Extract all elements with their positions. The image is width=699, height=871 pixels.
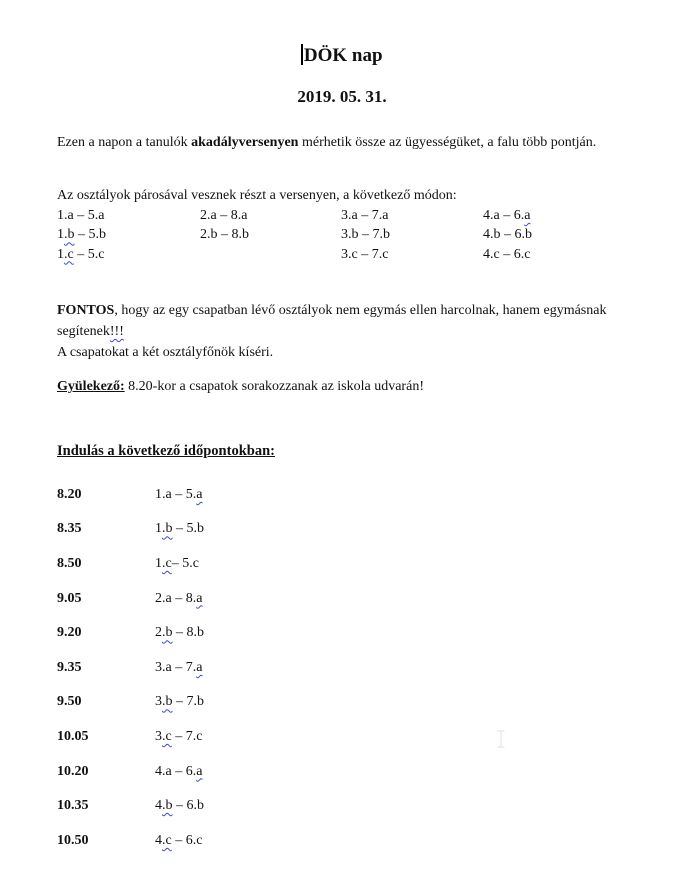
text-segment: 3.a – 7.a: [341, 208, 389, 223]
schedule-time: 10.05: [57, 729, 89, 745]
important-text: , hogy az egy csapatban lévő osztályok nem egymás ellen harcolnak, hanem egymásnak segítenek: [57, 302, 607, 339]
schedule-heading: Indulás a következő időpontokban:: [57, 442, 275, 459]
text-segment: 2.a – 8.a: [200, 208, 248, 223]
assembly-line: [57, 376, 627, 397]
spellcheck-flagged-text: a: [196, 659, 203, 675]
text-segment: – 5.b: [74, 227, 106, 243]
text-segment: 3: [155, 694, 162, 710]
text-segment: – 8.b: [172, 625, 204, 641]
important-paragraph: [57, 300, 627, 342]
schedule-time: 9.50: [57, 694, 82, 710]
text-segment: – 5.c: [73, 246, 105, 262]
schedule-time: 9.35: [57, 659, 82, 675]
text-segment: 2: [155, 625, 162, 641]
spellcheck-flagged-text: a: [196, 763, 203, 779]
spellcheck-flagged-text: .b: [162, 694, 173, 710]
schedule-pair: [155, 589, 202, 609]
schedule-time: 10.50: [57, 832, 89, 848]
text-segment: 3.a – 7.: [155, 659, 197, 675]
important-bold-word: FONTOS: [57, 302, 115, 318]
text-segment: 3: [155, 729, 162, 745]
spellcheck-flagged-text: .c: [162, 556, 172, 572]
schedule-pair: [155, 727, 202, 747]
text-segment: 3.b – 7.b: [341, 227, 390, 243]
spellcheck-flagged-text: a: [524, 208, 531, 223]
schedule-row: [57, 727, 627, 747]
schedule-row: [57, 623, 627, 643]
intro-text-before: Ezen a napon a tanulók: [57, 135, 192, 150]
spellcheck-flagged-text: a: [196, 486, 203, 502]
intro-paragraph: [57, 132, 627, 153]
schedule-pair: [155, 658, 202, 678]
text-segment: 1.a – 5.a: [57, 208, 105, 223]
pair-cell: [341, 225, 483, 244]
schedule-row: [57, 831, 627, 851]
schedule-pair: [155, 485, 202, 505]
schedule-row: [57, 589, 627, 609]
schedule-time: 8.35: [57, 521, 82, 537]
schedule-pair: [155, 519, 204, 539]
text-segment: 1: [57, 227, 64, 243]
schedule-pair: [155, 796, 204, 816]
pair-cell: [483, 245, 627, 264]
schedule-time: 8.50: [57, 556, 82, 572]
pair-cell: [483, 206, 627, 225]
text-segment: – 7.c: [171, 729, 203, 745]
pair-cell: [341, 245, 483, 264]
schedule-pair: [155, 623, 204, 643]
schedule-pair: [155, 762, 202, 782]
text-segment: 4: [155, 798, 162, 814]
text-segment: 4.a – 6.: [155, 763, 197, 779]
text-segment: 2.b – 8.b: [200, 227, 249, 243]
pair-cell: [57, 206, 200, 225]
text-segment: 1: [155, 521, 162, 537]
text-segment: 4.c – 6.c: [483, 246, 531, 262]
intro-bold-word: akadályversenyen: [191, 135, 299, 150]
text-segment: 4.a – 6.: [483, 208, 525, 223]
escort-line: A csapatokat a két osztályfőnök kíséri.: [57, 344, 274, 360]
document-title: [57, 44, 627, 67]
intro-text-after: mérhetik össze az ügyességüket, a falu több pontján.: [298, 135, 597, 150]
text-segment: 3.c – 7.c: [341, 246, 389, 262]
schedule-pair: [155, 692, 204, 712]
text-segment: 2.a – 8.: [155, 590, 197, 606]
schedule-row: [57, 762, 627, 782]
schedule-row: [57, 519, 627, 539]
schedule-row: [57, 796, 627, 816]
text-caret: [301, 44, 303, 65]
text-segment: 1.a – 5.: [155, 486, 197, 502]
schedule-time: 9.05: [57, 590, 82, 606]
spellcheck-flagged-text: a: [196, 590, 203, 606]
spellcheck-flagged-text: .b: [162, 798, 173, 814]
ibeam-mouse-cursor: [496, 730, 506, 748]
document-title-text: DÖK nap: [303, 45, 383, 66]
schedule-time: 9.20: [57, 625, 82, 641]
text-segment: – 5.b: [172, 521, 204, 537]
pairs-intro: Az osztályok párosával vesznek részt a versenyen, a következő módon:: [57, 188, 457, 203]
schedule-list: [57, 485, 627, 851]
text-segment: – 5.c: [171, 556, 199, 572]
spellcheck-flagged-text: !!!: [109, 323, 124, 339]
text-segment: – 7.b: [172, 694, 204, 710]
document-date: 2019. 05. 31.: [297, 87, 387, 106]
pair-cell: [200, 245, 341, 264]
text-segment: 1: [57, 246, 64, 262]
schedule-row: [57, 692, 627, 712]
pair-cell: [200, 206, 341, 225]
spellcheck-flagged-text: .c: [162, 832, 172, 848]
schedule-row: [57, 658, 627, 678]
pairs-table: [57, 206, 627, 264]
schedule-row: [57, 554, 627, 574]
schedule-time: 10.35: [57, 798, 89, 814]
spellcheck-flagged-text: .c: [64, 246, 74, 262]
pair-cell: [483, 225, 627, 244]
text-segment: 1: [155, 556, 162, 572]
spellcheck-flagged-text: .b: [162, 521, 173, 537]
pair-cell: [341, 206, 483, 225]
schedule-time: 10.20: [57, 763, 89, 779]
schedule-pair: [155, 554, 199, 574]
text-segment: – 6.b: [172, 798, 204, 814]
assembly-text: 8.20-kor a csapatok sorakozzanak az iskola udvarán!: [124, 378, 424, 394]
schedule-time: 8.20: [57, 486, 82, 502]
schedule-row: [57, 485, 627, 505]
spellcheck-flagged-text: .b: [162, 625, 173, 641]
spellcheck-flagged-text: .c: [162, 729, 172, 745]
pair-cell: [57, 225, 200, 244]
pair-cell: [57, 245, 200, 264]
spellcheck-flagged-text: .b: [64, 227, 75, 243]
text-segment: – 6.c: [171, 832, 203, 848]
text-segment: 4: [155, 832, 162, 848]
pair-cell: [200, 225, 341, 244]
schedule-pair: [155, 831, 202, 851]
text-segment: 4.b – 6.b: [483, 227, 532, 243]
assembly-label: Gyülekező:: [57, 378, 125, 394]
